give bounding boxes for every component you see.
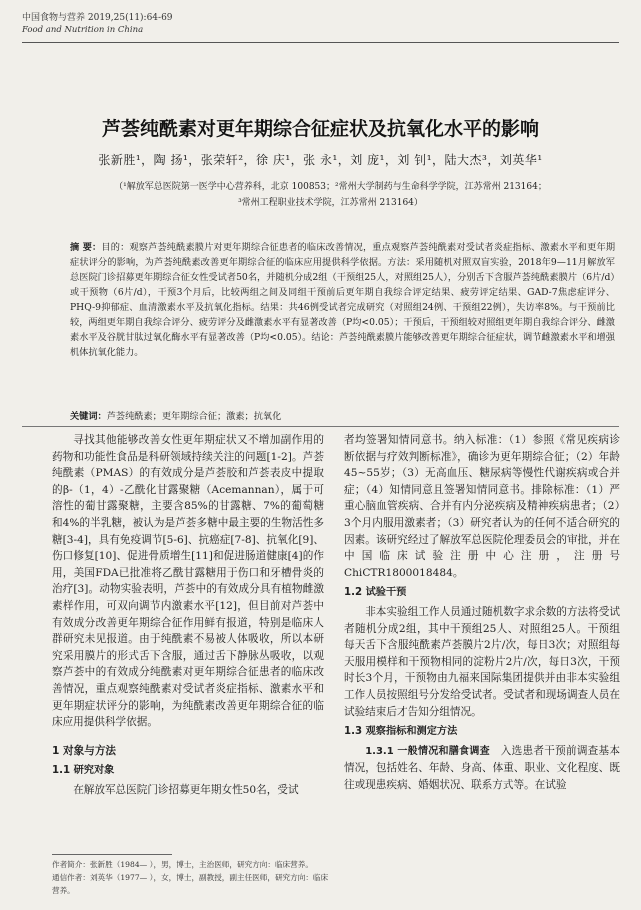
header-rule	[22, 42, 619, 43]
subsection-heading: 1.3 观察指标和测定方法	[344, 726, 458, 738]
keywords-text: 芦荟纯酰素；更年期综合征；激素；抗氧化	[106, 411, 282, 422]
abstract-rule	[22, 426, 619, 427]
author-list: 张新胜¹，陶 扬¹，张荣轩²，徐 庆¹，张 永¹，刘 庞¹，刘 钊¹，陆大杰³，刘英华¹	[98, 153, 543, 167]
left-column	[52, 432, 324, 798]
affiliations	[60, 179, 601, 211]
paper-title: 芦荟纯酰素对更年期综合征症状及抗氧化水平的影响	[101, 118, 539, 140]
footnote-author: 作者简介：张新胜（1984— ），男，博士，主治医师，研究方向：临床营养。	[52, 860, 313, 869]
intro-paragraph: 寻找其他能够改善女性更年期症状又不增加副作用的药物和功能性食品是科研领域持续关注的问题[1-2]。芦荟纯酰素（PMAS）的有效成分是芦荟胶和芦荟表皮中提取的β-（1，4）-乙酰化甘露聚糖（Acemannan），属于可溶性的葡甘露聚糖，主要含85%的甘露糖、7%的葡萄糖和4%的半乳糖，被认为是芦荟多糖中最主要的生物活性多糖[3-4]，具有免疫调节[5-6]、抗癌症[7-8]、抗氧化[9]、伤口修复[10]、促进骨质增生[11]和促进肠道健康[4]的作用，美国FDA已批准将乙酰甘露糖用于伤口和牙槽骨炎的治疗[3]。动物实验表明，芦荟中的有效成分具有植物雌激素样作用，可双向调节内激素水平[12]，但目前对芦荟中有效成分改善更年期综合征作用鲜有报道，特别是临床人群研究未见报道。由于纯酰素不易被人体吸收，所以本研究采用膜片的形式舌下含服，通过舌下静脉丛吸收，以观察芦荟中的有效成分纯酰素对更年期综合征患者的临床改善情况，重点观察纯酰素对受试者炎症指标、激素水平和更年期症状评分的影响，为纯酰素改善更年期综合征的临床应用提供科学依据。	[52, 434, 324, 729]
body-paragraph: 非本实验组工作人员通过随机数字求余数的方法将受试者随机分成2组，其中干预组25人、对照组25人。干预组每天舌下含服纯酰素芦荟膜片2片/次，每日3次；对照组每天服用模样和干预物相同的淀粉片2片/次，每日3次，干预时长3个月，干预物由九福来国际集团提供并由非本实验组工作人员按照组号分发给受试者。受试者和现场调查人员在试验结束后才告知分组情况。	[344, 605, 620, 718]
section-heading: 1 对象与方法	[52, 744, 117, 757]
body-paragraph: 者均签署知情同意书。纳入标准：（1）参照《常见疾病诊断依据与疗效判断标准》，确诊为更年期综合征；（2）年龄45~55岁；（3）无高血压、糖尿病等慢性代谢疾病或合并症；（4）知情同意且签署知情同意书。排除标准：（1）严重心脑血管疾病、合并有内分泌疾病及精神疾病患者；（2）3个月内服用激素者；（3）研究者认为的任何不适合研究的因素。该研究经过了解放军总医院伦理委员会的审批，并在中国临床试验注册中心注册，注册号ChiCTR1800018484。	[344, 434, 620, 579]
subsubsection-heading: 1.3.1 一般情况和膳食调查	[365, 745, 490, 757]
abstract-label: 摘 要：	[70, 242, 102, 253]
keywords	[70, 408, 615, 422]
abstract	[70, 240, 615, 360]
footnotes	[52, 858, 332, 897]
body-paragraph: 入选患者干预前调查基本情况，包括姓名、年龄、身高、体重、职业、文化程度、既往或现患疾病、婚姻状况、联系方式等。在试验	[344, 744, 621, 791]
subsection-heading: 1.1 研究对象	[52, 765, 115, 777]
right-column	[344, 432, 620, 793]
affiliation-line: ³常州工程职业技术学院，江苏常州 213164）	[238, 198, 423, 208]
footnote-rule	[52, 854, 172, 855]
abstract-text: 目的：观察芦荟纯酰素膜片对更年期综合征患者的临床改善情况，重点观察芦荟纯酰素对受试者炎症指标、激素水平和更年期症状评分的影响，为芦荟纯酰素改善更年期综合征的临床应用提供科学依据。方法：采用随机对照双盲实验，2018年9—11月解放军总医院门诊招募更年期综合征女性受试者50名，并随机分成2组（干预组25人，对照组25人），分别舌下含服芦荟纯酰素膜片（6片/d）或干预物（6片/d），干预3个月后，比较两组之间及同组干预前后更年期自我综合评定结果、疲劳评定结果、GAD-7焦虑症评分、PHQ-9抑郁症、血清激素水平及抗氧化指标。结果：共46例受试者完成研究（对照组24例、干预组22例），失访率8%。与干预前比较，两组更年期自我综合评分、疲劳评分及雌激素水平有显著改善（P均<0.05）；干预后，干预组较对照组更年期自我综合评分、雌激素水平及谷胱甘肽过氧化酶水平有显著改善（P均<0.05）。结论：芦荟纯酰素膜片能够改善更年期综合征症状，调节雌激素水平和增强机体抗氧化能力。	[70, 242, 616, 358]
journal-title-en: Food and Nutrition in China	[22, 25, 144, 35]
footnote-corresponding: 通信作者：刘英华（1977— ），女，博士，副教授，副主任医师，研究方向：临床营养。	[52, 873, 329, 895]
affiliation-line: （¹解放军总医院第一医学中心营养科，北京 100853；²常州大学制药与生命科学学院，江苏常州 213164；	[114, 182, 547, 192]
journal-header	[22, 12, 173, 36]
keywords-label: 关键词：	[70, 411, 107, 422]
body-paragraph: 在解放军总医院门诊招募更年期女性50名，受试	[73, 783, 299, 796]
subsection-heading: 1.2 试验干预	[344, 587, 407, 599]
journal-title-cn: 中国食物与营养 2019,25(11):64-69	[22, 13, 173, 23]
